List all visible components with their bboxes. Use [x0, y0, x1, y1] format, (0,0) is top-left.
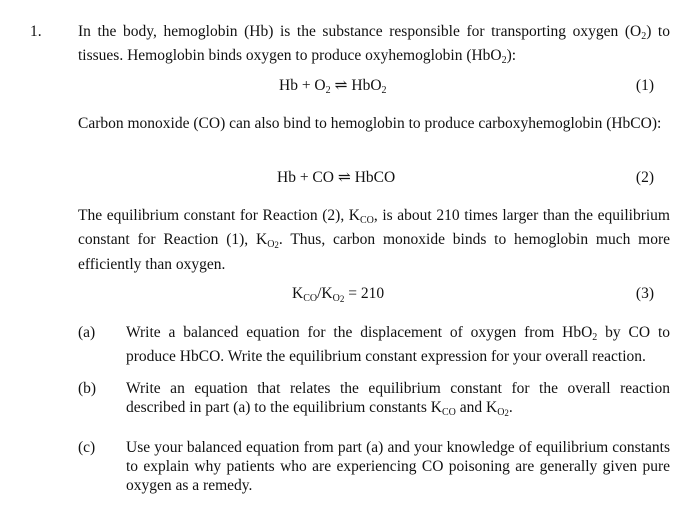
- equation-3: $K_{CO}/K_{O2} = 210$ (3): [292, 285, 654, 304]
- equation-2-number: (2): [635, 169, 654, 186]
- equilibrium-constant-paragraph: The equilibrium constant for Reaction (2), $K_{CO}$, is about 210 times larger than the equilibrium constant for Reaction (1), $K_{O2}$. Thus, carbon monoxide binds to hemoglobin much more efficiently than oxygen.: [78, 207, 670, 273]
- equilibrium-arrow-icon: ⇌: [334, 77, 348, 94]
- part-c-label: (c): [78, 439, 96, 456]
- equation-1: $Hb + O_2$ ⇌ HbO$_2$ (1): [279, 77, 654, 96]
- equilibrium-arrow-icon: ⇌: [337, 169, 351, 186]
- equation-2: Hb + CO ⇌ HbCO (2): [277, 169, 654, 186]
- intro-paragraph: In the body, hemoglobin (Hb) is the substance responsible for transporting oxygen $(O_2)$ to tissues. Hemoglobin binds oxygen to produce oxyhemoglobin (HbO$_2$):: [78, 23, 670, 66]
- part-c-text: Use your balanced equation from part (a) and your knowledge of equilibrium constants to explain why patients who are experiencing CO poisoning are generally given pure oxygen as a remedy.: [126, 439, 670, 494]
- part-a-text: Write a balanced equation for the displacement of oxygen from HbO$_2$ by CO to produce HbCO. Write the equilibrium constant expression for your overall reaction.: [126, 324, 670, 365]
- co-paragraph: Carbon monoxide (CO) can also bind to hemoglobin to produce carboxyhemoglobin (HbCO):: [78, 115, 662, 132]
- part-a-label: (a): [78, 324, 96, 341]
- part-b-label: (b): [78, 380, 97, 397]
- equation-1-number: (1): [635, 77, 654, 94]
- question-number: 1.: [30, 23, 42, 40]
- part-b-text: Write an equation that relates the equilibrium constant for the overall reaction described in part (a) to the equilibrium constants $K_{CO}$ and $K_{O2}$.: [126, 380, 670, 418]
- equation-3-number: (3): [635, 285, 654, 302]
